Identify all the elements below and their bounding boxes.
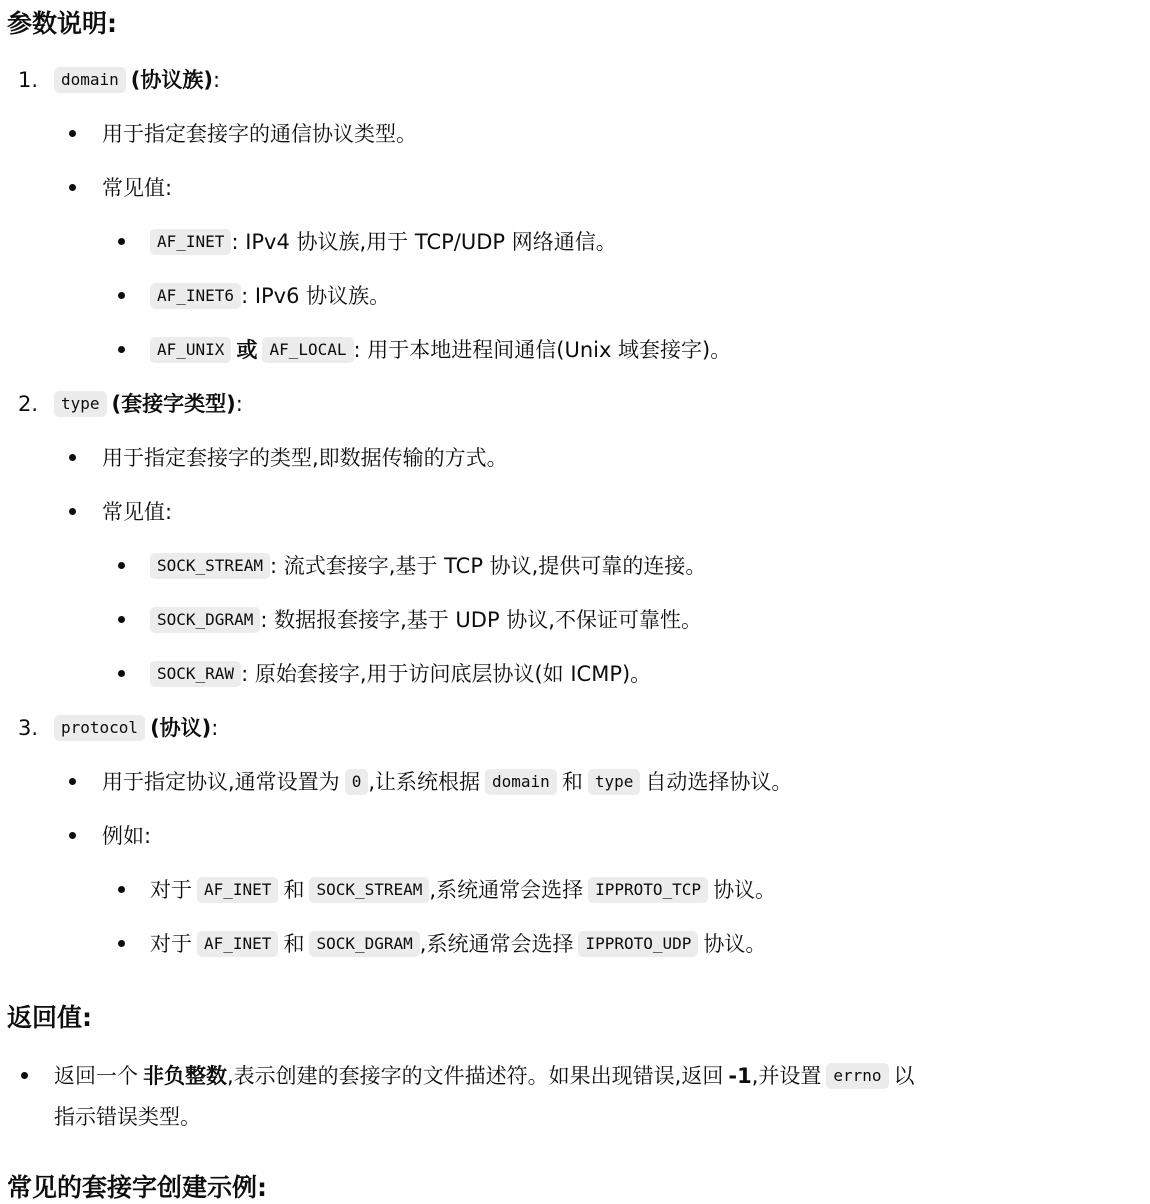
example-label: 例如: (102, 824, 152, 848)
list-item (102, 444, 508, 472)
code-type-inline: type (588, 769, 641, 795)
list-number: 1. (18, 68, 39, 92)
code-domain: domain (54, 67, 126, 93)
code-ipproto-udp: IPPROTO_UDP (578, 931, 698, 957)
param-domain-title (54, 66, 220, 94)
bullet (118, 562, 125, 569)
colon: : (211, 716, 219, 740)
list-item (102, 174, 172, 202)
examples-heading: 常见的套接字创建示例: (7, 1173, 267, 1202)
list-item (150, 336, 731, 364)
code-zero: 0 (345, 769, 369, 795)
code-af-inet: AF_INET (197, 931, 278, 957)
bullet (69, 184, 76, 191)
value-desc: : 数据报套接字,基于 UDP 协议,不保证可靠性。 (260, 608, 702, 632)
code-af-inet6: AF_INET6 (150, 283, 241, 309)
param-protocol-title (54, 714, 218, 742)
text: 对于 (150, 932, 192, 956)
text: 和 (283, 932, 305, 956)
bullet (118, 940, 125, 947)
code-af-local: AF_LOCAL (262, 337, 353, 363)
list-item (102, 822, 151, 850)
colon: : (235, 392, 243, 416)
or-label: 或 (236, 338, 258, 362)
common-values-label: 常见值: (102, 176, 173, 200)
code-protocol: protocol (54, 715, 145, 741)
text: ,系统通常会选择 (419, 932, 574, 956)
list-number: 3. (18, 716, 39, 740)
common-values-label: 常见值: (102, 500, 173, 524)
bullet (69, 508, 76, 515)
list-item (102, 498, 172, 526)
text: 返回一个 (54, 1064, 138, 1088)
bullet (118, 292, 125, 299)
text: ,让系统根据 (368, 770, 481, 794)
list-item (150, 876, 776, 904)
list-item (102, 768, 792, 796)
param-protocol-label: (协议) (150, 716, 212, 740)
param-domain-desc: 用于指定套接字的通信协议类型。 (102, 122, 417, 146)
param-type-title (54, 390, 243, 418)
list-number: 2. (18, 392, 39, 416)
text: 指示错误类型。 (54, 1105, 201, 1129)
code-sock-raw: SOCK_RAW (150, 661, 241, 687)
bullet (21, 1072, 28, 1079)
params-heading: 参数说明: (7, 9, 117, 38)
text: 协议。 (703, 932, 767, 956)
list-item (150, 282, 390, 310)
code-sock-stream: SOCK_STREAM (150, 553, 270, 579)
list-item (150, 930, 766, 958)
code-af-inet: AF_INET (150, 229, 231, 255)
text: 和 (561, 770, 583, 794)
return-heading: 返回值: (7, 1003, 92, 1032)
code-sock-dgram: SOCK_DGRAM (150, 607, 260, 633)
param-domain-label: (协议族) (130, 68, 213, 92)
bullet (118, 346, 125, 353)
text: 以 (893, 1064, 915, 1088)
bullet (69, 454, 76, 461)
code-ipproto-tcp: IPPROTO_TCP (588, 877, 708, 903)
bold-text: -1 (728, 1064, 752, 1088)
list-item (150, 228, 617, 256)
code-af-unix: AF_UNIX (150, 337, 231, 363)
list-item (102, 120, 417, 148)
text: 和 (283, 878, 305, 902)
value-desc: : 原始套接字,用于访问底层协议(如 ICMP)。 (241, 662, 652, 686)
return-desc-line2 (54, 1103, 201, 1131)
colon: : (213, 68, 221, 92)
bullet (69, 778, 76, 785)
text: ,表示创建的套接字的文件描述符。如果出现错误,返回 (227, 1064, 724, 1088)
value-desc: : IPv6 协议族。 (241, 284, 391, 308)
code-sock-stream: SOCK_STREAM (309, 877, 429, 903)
return-desc (54, 1062, 915, 1090)
bullet (69, 130, 76, 137)
text: ,系统通常会选择 (429, 878, 584, 902)
bullet (69, 832, 76, 839)
text: 自动选择协议。 (645, 770, 793, 794)
code-sock-dgram: SOCK_DGRAM (309, 931, 419, 957)
text: 对于 (150, 878, 192, 902)
value-desc: : 流式套接字,基于 TCP 协议,提供可靠的连接。 (269, 554, 707, 578)
bold-text: 非负整数 (143, 1064, 227, 1088)
value-desc: : 用于本地进程间通信(Unix 域套接字)。 (353, 338, 732, 362)
param-type-label: (套接字类型) (111, 392, 236, 416)
bullet (118, 238, 125, 245)
code-errno: errno (826, 1063, 888, 1089)
param-type-desc: 用于指定套接字的类型,即数据传输的方式。 (102, 446, 508, 470)
list-item (150, 660, 651, 688)
text: ,并设置 (751, 1064, 822, 1088)
bullet (118, 670, 125, 677)
list-item (150, 606, 702, 634)
text: 协议。 (713, 878, 777, 902)
bullet (118, 886, 125, 893)
code-domain-inline: domain (485, 769, 557, 795)
bullet (118, 616, 125, 623)
code-af-inet: AF_INET (197, 877, 278, 903)
text: 用于指定协议,通常设置为 (102, 770, 340, 794)
list-item (150, 552, 706, 580)
code-type: type (54, 391, 107, 417)
value-desc: : IPv4 协议族,用于 TCP/UDP 网络通信。 (231, 230, 617, 254)
